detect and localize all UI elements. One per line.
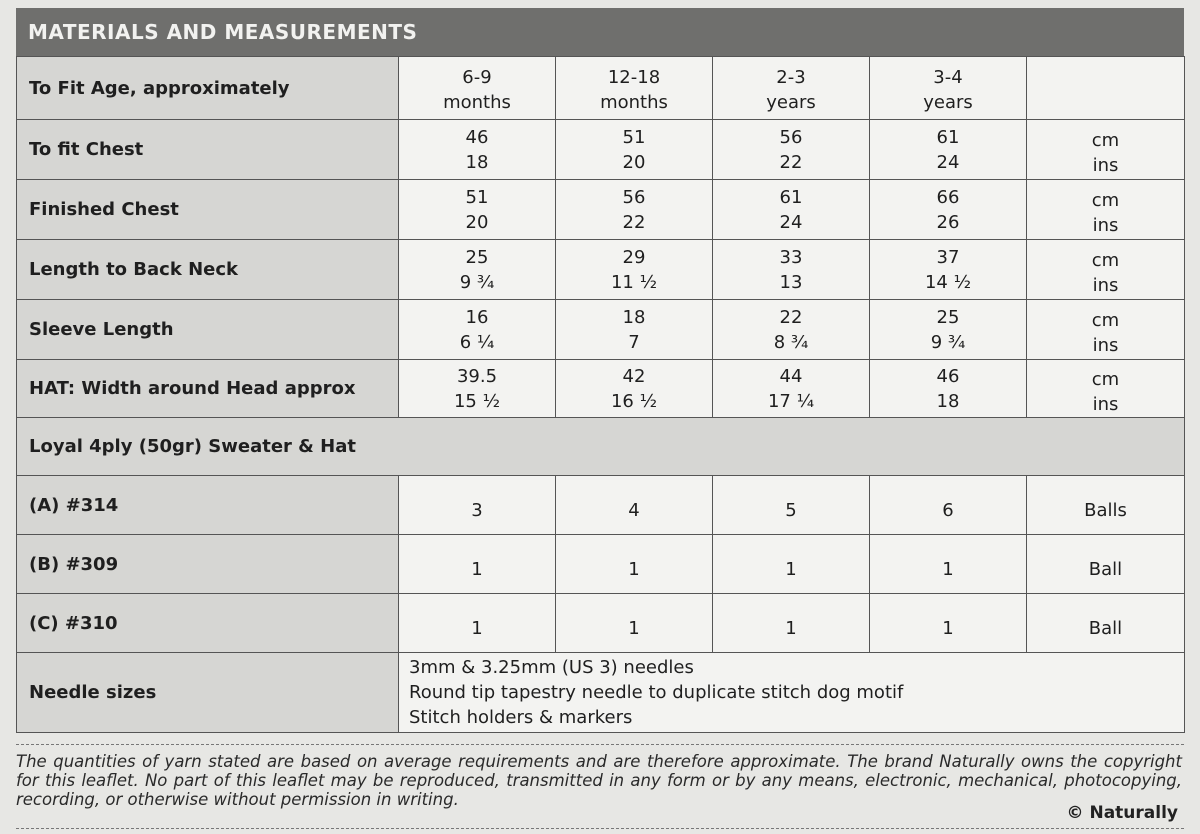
measurement-value: 51 20	[556, 120, 713, 180]
measurement-value: 46 18	[399, 120, 556, 180]
measurement-value: 56 22	[556, 180, 713, 240]
measurement-value: 51 20	[399, 180, 556, 240]
needles-row	[17, 653, 1185, 733]
dashed-divider	[16, 744, 1184, 745]
yarn-label: (B) #309	[17, 535, 399, 594]
measurement-label: Length to Back Neck	[17, 240, 399, 300]
measurement-row	[17, 300, 1185, 360]
needles-item: 3mm & 3.25mm (US 3) needles	[409, 657, 694, 678]
measurement-unit: cm ins	[1027, 120, 1185, 180]
measurement-value: 22 8 ¾	[713, 300, 870, 360]
yarn-quantity: 5	[713, 476, 870, 535]
yarn-quantity: 1	[870, 535, 1027, 594]
yarn-label: (A) #314	[17, 476, 399, 535]
age-row	[17, 57, 1185, 120]
measurement-unit: cm ins	[1027, 300, 1185, 360]
yarn-label: (C) #310	[17, 594, 399, 653]
measurement-value: 66 26	[870, 180, 1027, 240]
measurements-table	[16, 56, 1185, 733]
needles-label: Needle sizes	[17, 653, 399, 733]
yarn-section-row	[17, 418, 1185, 476]
yarn-row	[17, 535, 1185, 594]
yarn-quantity: 1	[713, 535, 870, 594]
yarn-quantity: 3	[399, 476, 556, 535]
measurement-value: 39.5 15 ½	[399, 360, 556, 418]
yarn-row	[17, 476, 1185, 535]
size-header: 6-9 months	[399, 57, 556, 120]
size-header: 2-3 years	[713, 57, 870, 120]
unit-header	[1027, 57, 1185, 120]
yarn-quantity: 1	[399, 535, 556, 594]
yarn-quantity: 6	[870, 476, 1027, 535]
measurement-value: 25 9 ¾	[870, 300, 1027, 360]
needles-list	[399, 653, 1185, 733]
yarn-quantity: 1	[713, 594, 870, 653]
size-header: 3-4 years	[870, 57, 1027, 120]
measurement-value: 16 6 ¼	[399, 300, 556, 360]
measurement-unit: cm ins	[1027, 360, 1185, 418]
measurement-value: 29 11 ½	[556, 240, 713, 300]
brand-copyright: © Naturally	[1066, 803, 1178, 823]
measurement-label: Sleeve Length	[17, 300, 399, 360]
measurement-value: 25 9 ¾	[399, 240, 556, 300]
yarn-unit: Balls	[1027, 476, 1185, 535]
measurement-value: 61 24	[713, 180, 870, 240]
yarn-row	[17, 594, 1185, 653]
measurement-value: 61 24	[870, 120, 1027, 180]
measurement-label: HAT: Width around Head approx	[17, 360, 399, 418]
measurement-row	[17, 180, 1185, 240]
measurement-value: 18 7	[556, 300, 713, 360]
measurement-value: 42 16 ½	[556, 360, 713, 418]
measurement-unit: cm ins	[1027, 180, 1185, 240]
yarn-unit: Ball	[1027, 535, 1185, 594]
size-header: 12-18 months	[556, 57, 713, 120]
measurement-value: 56 22	[713, 120, 870, 180]
yarn-quantity: 1	[870, 594, 1027, 653]
needles-item: Round tip tapestry needle to duplicate stitch dog motif	[409, 682, 904, 703]
measurement-row	[17, 240, 1185, 300]
yarn-quantity: 1	[556, 535, 713, 594]
measurement-value: 33 13	[713, 240, 870, 300]
measurement-label: To fit Chest	[17, 120, 399, 180]
needles-item: Stitch holders & markers	[409, 707, 633, 728]
yarn-section-title: Loyal 4ply (50gr) Sweater & Hat	[17, 418, 1185, 476]
yarn-quantity: 4	[556, 476, 713, 535]
measurement-row	[17, 360, 1185, 418]
dashed-divider	[16, 828, 1184, 829]
measurement-unit: cm ins	[1027, 240, 1185, 300]
copyright-notice: The quantities of yarn stated are based on average requirements and are therefore approximate. The brand Naturally owns the copyright for this leaflet. No part of this leaflet may be reproduced, transmitted in any form or by any means, electronic, mechanical, photocopying, recording, or otherwise without permission in writing.	[16, 752, 1182, 809]
yarn-quantity: 1	[556, 594, 713, 653]
measurement-value: 37 14 ½	[870, 240, 1027, 300]
measurement-value: 44 17 ¼	[713, 360, 870, 418]
measurement-value: 46 18	[870, 360, 1027, 418]
measurement-label: Finished Chest	[17, 180, 399, 240]
section-title: MATERIALS AND MEASUREMENTS	[16, 8, 1184, 56]
yarn-quantity: 1	[399, 594, 556, 653]
measurement-row	[17, 120, 1185, 180]
yarn-unit: Ball	[1027, 594, 1185, 653]
age-label: To Fit Age, approximately	[17, 57, 399, 120]
